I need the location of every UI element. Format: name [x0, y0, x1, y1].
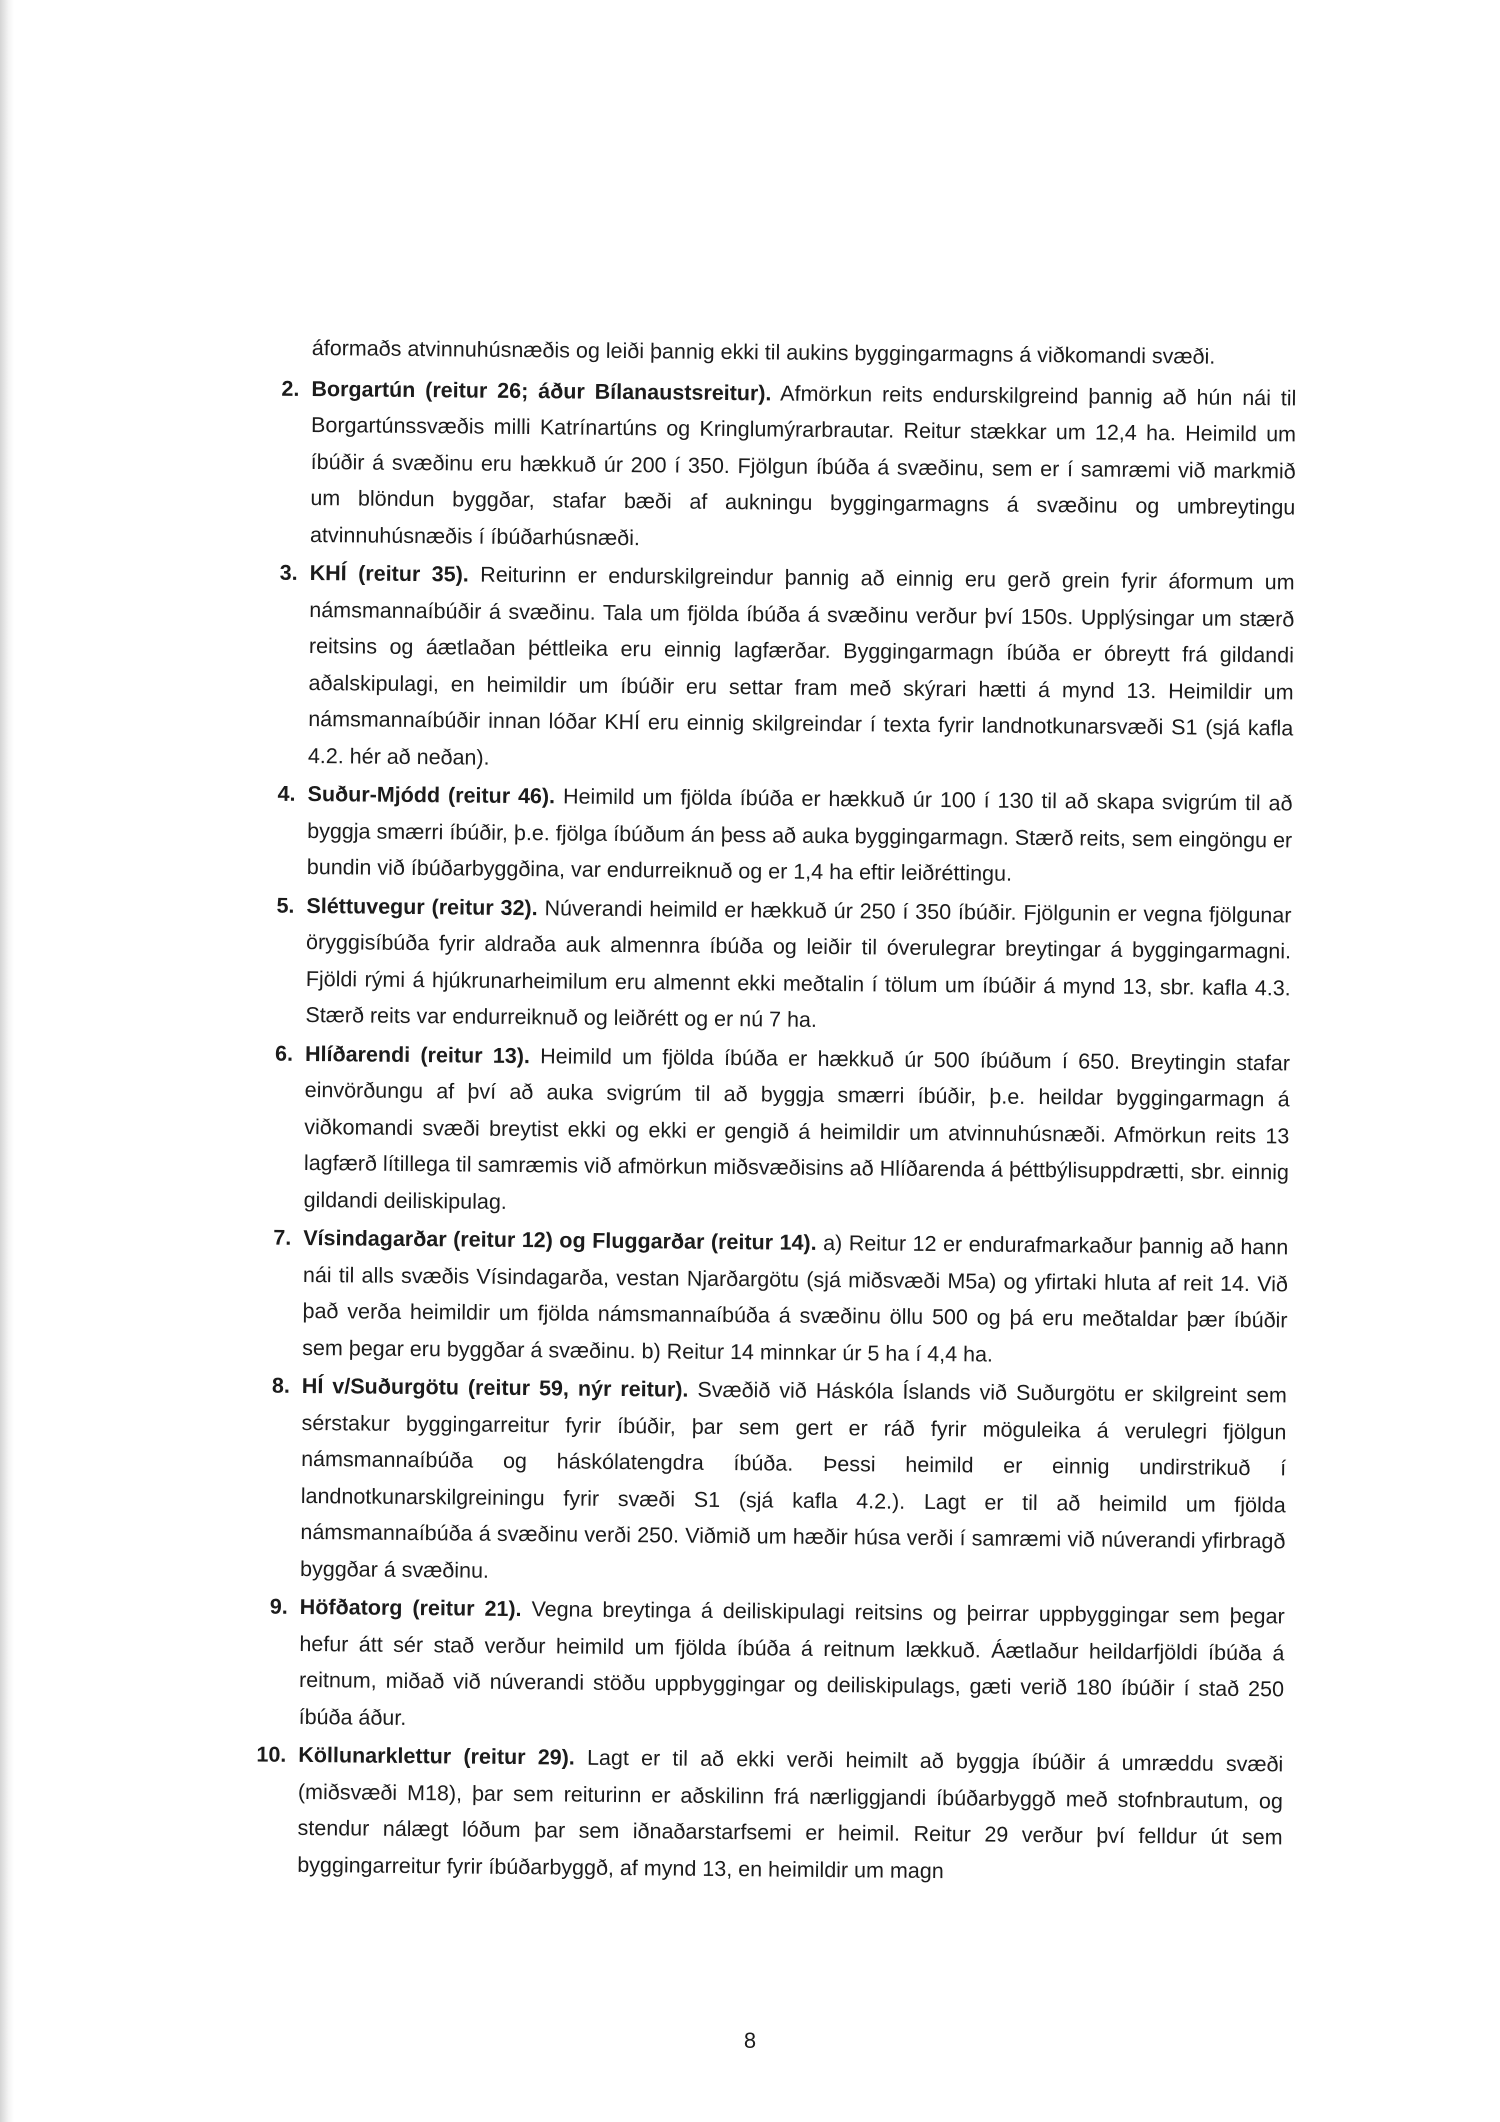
list-item — [256, 1737, 1284, 1892]
item-title: Höfðatorg (reitur 21). — [299, 1594, 522, 1622]
item-title: Suður-Mjódd (reitur 46). — [307, 781, 556, 809]
list-item — [273, 1220, 1289, 1375]
item-title: HÍ v/Suðurgötu (reitur 59, nýr reitur). — [301, 1373, 689, 1402]
item-body: Núverandi heimild er hækkuð úr 250 í 350 íbúðir. Fjölgunin er vegna fjölgunar öryggisíbúða fyrir aldraða auk almennra íbúða og leiðir til óverulegrar breytingar á byggingarmagni. Fjöldi rými á hjúkrunarheimilum eru almennt ekki meðtalin í tölum um íbúðir á mynd 13, sbr. kafla 4.3. Stærð reits var endurreiknuð og leiðrétt og er nú 7 ha. — [305, 895, 1292, 1032]
item-number: 9. — [269, 1594, 288, 1619]
list-item — [279, 555, 1295, 783]
item-title: KHÍ (reitur 35). — [309, 560, 469, 587]
list-item — [277, 776, 1293, 895]
scan-shadow-edge — [0, 0, 14, 2122]
item-body: Vegna breytinga á deiliskipulagi reitsins og þeirrar uppbyggingar sem þegar hefur átt sér stað verður heimild um fjölda íbúða á reitnum lækkuð. Áætlaður heildarfjöldi íbúða á reitnum, miðað við núverandi stöðu uppbyggingar og deiliskipulags, gæti verið 180 íbúðir í stað 250 íbúða áður. — [298, 1597, 1285, 1730]
item-title: Sléttuvegur (reitur 32). — [306, 893, 538, 920]
list-item — [271, 1368, 1287, 1596]
list-item — [275, 1035, 1291, 1227]
page-number: 8 — [743, 2028, 757, 2053]
item-title: Vísindagarðar (reitur 12) og Fluggarðar (reitur 14). — [303, 1225, 817, 1255]
item-number: 3. — [279, 560, 298, 585]
item-body: Heimild um fjölda íbúða er hækkuð úr 100 í 130 til að skapa svigrúm til að byggja smærri íbúðir, þ.e. fjölga íbúðum án þess að auka byggingarmagn. Stærð reits, sem eingöngu er bundin við íbúðarbyggðina, var endurreiknuð og er 1,4 ha eftir leiðréttingu. — [306, 784, 1293, 886]
item-number: 4. — [277, 781, 296, 806]
item-body: Heimild um fjölda íbúða er hækkuð úr 500 íbúðum í 650. Breytingin stafar einvörðungu af því að auka svigrúm til að byggja smærri íbúðir, þ.e. heildar byggingarmagn á viðkomandi svæði breytist ekki og ekki er gengið á heimildir um atvinnuhúsnæði. Afmörkun reits 13 lagfærð lítillega til samræmis við afmörkun miðsvæðisins að Hlíðarenda á þéttbýlisuppdrætti, sbr. einnig gildandi deiliskipulag. — [303, 1043, 1291, 1214]
item-body: Reiturinn er endurskilgreindur þannig að einnig eru gerð grein fyrir áformum um námsmannaíbúðir á svæðinu. Tala um fjölda íbúða á svæðinu verður því 150s. Upplýsingar um stærð reitsins og áætlaðan þéttleika eru einnig lagfærðar. Byggingarmagn íbúða er óbreytt frá gildandi aðalskipulagi, en heimildir um íbúðir eru settar fram með skýrari hætti á mynd 13. Heimildir um námsmannaíbúðir innan lóðar KHÍ eru einnig skilgreindar í texta fyrir landnotkunarsvæði S1 (sjá kafla 4.2. hér að neðan). — [307, 562, 1295, 770]
item-number: 2. — [281, 376, 300, 401]
item-title: Borgartún (reitur 26; áður Bílanaustsreitur). — [311, 376, 772, 405]
item-body: a) Reitur 12 er endurafmarkaður þannig að hann nái til alls svæðis Vísindagarða, vestan Njarðargötu (sjá miðsvæði M5a) og yfirtaki hluta af reit 14. Við það verða heimildir um fjölda námsmannaíbúða á svæðinu öllu 500 og þá eru meðtaldar þær íbúðir sem þegar eru byggðar á svæðinu. b) Reitur 14 minnkar úr 5 ha í 4,4 ha. — [302, 1230, 1289, 1367]
item-body: Lagt er til að ekki verði heimilt að byggja íbúðir á umræddu svæði (miðsvæði M18), þar sem reiturinn er aðskilinn frá nærliggjandi íbúðarbyggð með stofnbrautum, og stendur nálægt lóðum þar sem iðnaðarstarfsemi er heimil. Reitur 29 verður því felldur út sem byggingarreitur fyrir íbúðarbyggð, af mynd 13, en heimildir um magn — [297, 1745, 1284, 1883]
item-number: 6. — [275, 1041, 294, 1066]
continuation-paragraph: áformaðs atvinnuhúsnæðis og leiði þannig ekki til aukins byggingarmagns á viðkomandi svæði. — [311, 335, 1216, 369]
item-number: 7. — [273, 1225, 292, 1250]
list-item — [276, 887, 1292, 1042]
item-body: Svæðið við Háskóla Íslands við Suðurgötu er skilgreint sem sérstakur byggingarreitur fyrir íbúðir, þar sem gert er ráð fyrir möguleika á verulegri fjölgun námsmannaíbúða og háskólatengdra íbúða. Þessi heimild er einnig undirstrikuð í landnotkunarskilgreiningu fyrir svæði S1 (sjá kafla 4.2.). Lagt er til að heimild um fjölda námsmannaíbúða á svæðinu verði 250. Viðmið um hæðir húsa verði í samræmi við núverandi yfirbragð byggðar á svæðinu. — [299, 1377, 1287, 1583]
item-number: 8. — [271, 1373, 290, 1398]
list-item — [281, 370, 1297, 562]
list-item — [269, 1589, 1285, 1744]
item-title: Hlíðarendi (reitur 13). — [304, 1041, 531, 1068]
item-body: Afmörkun reits endurskilgreind þannig að hún nái til Borgartúnssvæðis milli Katrínartúns og Kringlumýrarbrautar. Reitur stækkar um 12,4 ha. Heimild um íbúðir á svæðinu eru hækkuð úr 200 í 350. Fjölgun íbúða á svæðinu, sem er í samræmi við markmið um blöndun byggðar, stafar bæði af aukningu byggingarmagns á svæðinu og umbreytingu atvinnuhúsnæðis í íbúðarhúsnæði. — [309, 380, 1297, 550]
numbered-list — [256, 370, 1297, 1892]
document-body — [256, 330, 1297, 1894]
item-number: 10. — [256, 1742, 287, 1767]
item-title: Köllunarklettur (reitur 29). — [298, 1742, 575, 1770]
item-number: 5. — [276, 893, 295, 918]
